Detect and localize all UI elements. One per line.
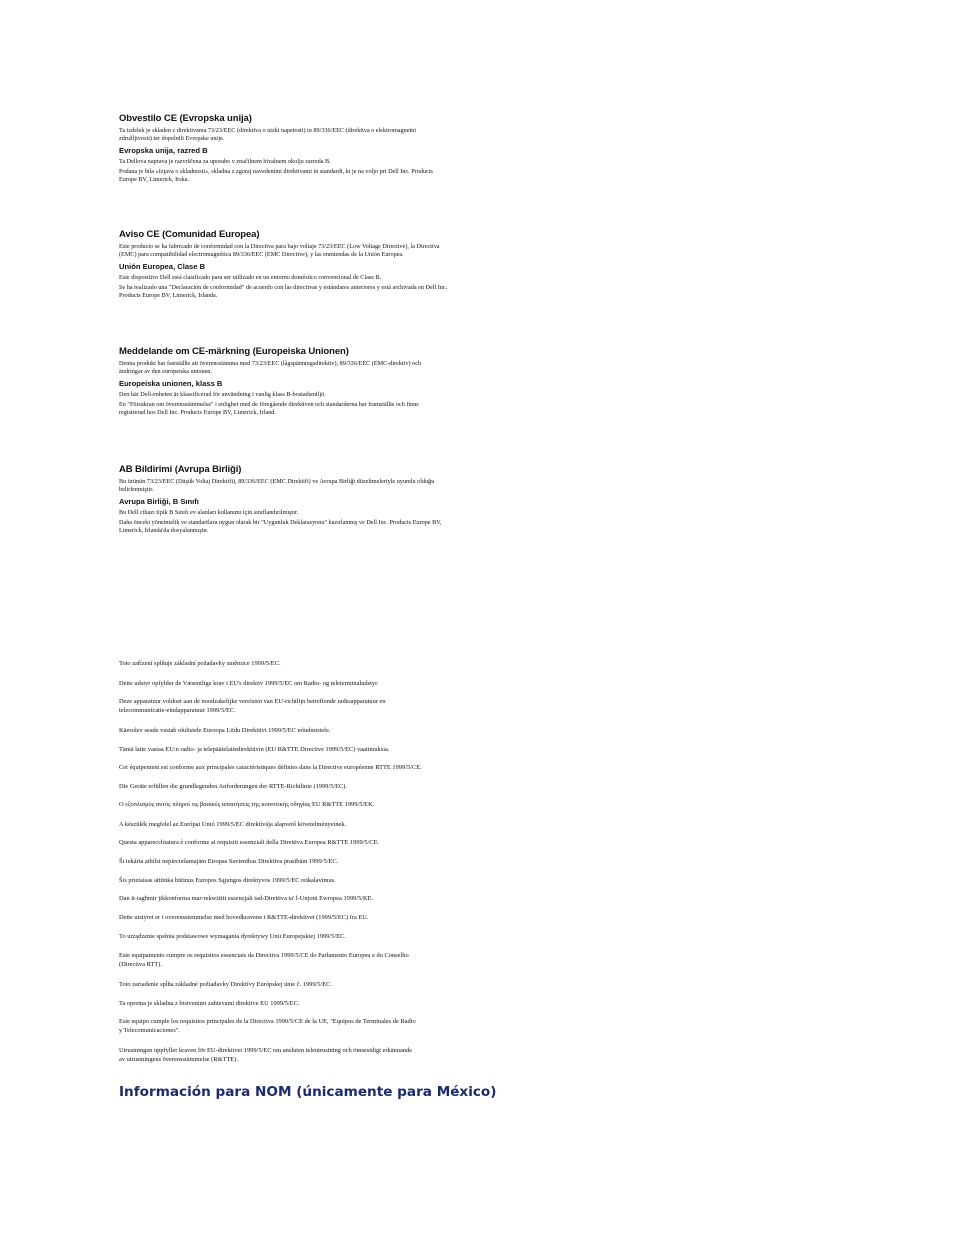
rtte-statement bbox=[119, 698, 519, 715]
rtte-statement bbox=[119, 981, 519, 990]
notice-title: Aviso CE (Comunidad Europea) bbox=[119, 229, 260, 240]
rtte-statement-line: Šis prietaisas atitinka būtinus Europos Sąjungos direktyvos 1999/5/EC reikalavimus. bbox=[119, 877, 336, 884]
rtte-statement-line: A készülék megfelel az Európai Unió 1999/5/EC direktívája alapvető követelményeinek. bbox=[119, 821, 347, 828]
rtte-statement-line: Toto zariadenie spĺňa základné požiadavky Direktívy Európskej únie č. 1999/5/EC. bbox=[119, 981, 333, 988]
notice-title: AB Bildirimi (Avrupa Birliği) bbox=[119, 464, 242, 475]
rtte-statement-line: av utrustningens överensstämmelse (R&TTE). bbox=[119, 1055, 238, 1063]
ce-notice-slovenian bbox=[119, 113, 539, 186]
notice-body-line: Podana je bila »Izjava o skladnosti«, skladna z zgoraj navedenimi direktivami in standardi, ki je na voljo pri Dell Inc. Products bbox=[119, 167, 433, 175]
ce-notice-turkish bbox=[119, 464, 539, 537]
rtte-statement bbox=[119, 1000, 519, 1009]
notice-intro-line: združljivosti) ter dopolnili Evropske unije. bbox=[119, 135, 225, 143]
rtte-statement-line: Dette udstyr opfylder de Væsentlige krav i EU's direktiv 1999/5/EC om Radio- og teleterminaludstyr. bbox=[119, 680, 379, 687]
notice-body-line: Products Europe BV, Limerick, Irlanda. bbox=[119, 292, 218, 300]
notice-body-line: Daha önceki yönetmelik ve standartlara uygun olarak bir "Uygunluk Deklarasyonu" hazırlanmış ve Dell Inc. Products Europe BV, bbox=[119, 518, 442, 526]
rtte-statement bbox=[119, 877, 519, 886]
rtte-statement-line: Die Geräte erfüllen die grundlegenden Anforderungen der RTTE-Richtlinie (1999/5/EC). bbox=[119, 783, 348, 790]
rtte-statement bbox=[119, 895, 519, 904]
rtte-statement-line: Tämä laite vastaa EU:n radio- ja telepäätelaitedirektiivin (EU R&TTE Directive 1999/5/EC) vaatimuksia. bbox=[119, 746, 390, 753]
rtte-statement bbox=[119, 914, 519, 923]
notice-body-line: En "Försäkran om överensstämmelse" i enlighet med de föregående direktiven och standarderna har framställts och finns bbox=[119, 400, 419, 408]
notice-intro-line: belirlenmiştir. bbox=[119, 486, 154, 494]
rtte-statement bbox=[119, 660, 519, 669]
rtte-statement bbox=[119, 801, 519, 810]
notice-intro-line: Ta izdelek je skladen z direktivama 73/23/EEC (direktiva o nizki napetosti) in 89/336/EEC (direktiva o elektromagnetni bbox=[119, 127, 416, 134]
notice-subtitle: Europeiska unionen, klass B bbox=[119, 378, 223, 388]
rtte-statement bbox=[119, 1018, 519, 1035]
rtte-statement bbox=[119, 1047, 519, 1064]
rtte-statement-line: Utrustningen uppfyller kraven för EU-direktivet 1999/5/EC om ansluten teleutrustning och ömsesidigt erkännande bbox=[119, 1047, 413, 1054]
notice-intro-line: ändringar av den europeiska unionen. bbox=[119, 368, 212, 376]
nom-section-heading: Información para NOM (únicamente para México) bbox=[119, 1084, 497, 1100]
rtte-statement bbox=[119, 952, 519, 969]
rtte-statement bbox=[119, 839, 519, 848]
notice-intro-line: Bu ürünün 73/23/EEC (Düşük Voltaj Direktifi), 89/336/EEC (EMC Direktifi) ve Avrupa Birliği düzeltmeleriyle uyumlu olduğu bbox=[119, 478, 435, 485]
rtte-statement-line: (Directiva RTT). bbox=[119, 960, 162, 968]
ce-notice-swedish bbox=[119, 346, 539, 419]
notice-subtitle: Evropska unija, razred B bbox=[119, 145, 208, 155]
notice-subtitle: Avrupa Birliği, B Sınıfı bbox=[119, 496, 199, 506]
rtte-statement bbox=[119, 764, 519, 773]
notice-body-line: Europe BV, Limerick, Irska. bbox=[119, 176, 189, 184]
rtte-statement bbox=[119, 933, 519, 942]
notice-body-line: Den här Dell-enheten är klassificerad för användning i vanlig klass B-bostadsmiljö. bbox=[119, 390, 326, 398]
rtte-statement bbox=[119, 858, 519, 867]
rtte-statement-line: Este equipamento cumpre os requisitos essenciais da Directiva 1999/5/CE do Parlamento Europeu e do Conselho bbox=[119, 952, 409, 959]
notice-title: Obvestilo CE (Evropska unija) bbox=[119, 113, 252, 124]
rtte-statement-line: y Telecomunicaciones". bbox=[119, 1026, 180, 1034]
rtte-statement-line: Deze apparatuur voldoet aan de noodzakelijke vereisten van EU-richtlijn betreffende radioapparatuur en bbox=[119, 698, 386, 705]
notice-body-line: registrerad hos Dell Inc. Products Europe BV, Limerick, Irland. bbox=[119, 409, 276, 417]
rtte-statement-line: Käesolev seade vastab olulistele Euroopa Liidu Direktiivi 1999/5/EC nõudmistele. bbox=[119, 727, 331, 734]
notice-intro-line: Denna produkt har fastställts att överensstämma med 73/23/EEC (lågspänningsdirektiv), 89/336/EEC (EMC-direktiv) och bbox=[119, 360, 422, 367]
rtte-statement-line: Toto zařízení splňuje základní požadavky směrnice 1999/5/EC. bbox=[119, 660, 281, 667]
rtte-statement-line: To urządzenie spełnia podstawowe wymagania dyrektywy Unii Europejskiej 1999/5/EC. bbox=[119, 933, 346, 940]
rtte-statement bbox=[119, 680, 519, 689]
rtte-statement bbox=[119, 821, 519, 830]
rtte-statement bbox=[119, 783, 519, 792]
notice-body-line: Bu Dell cihazı tipik B Sınıfı ev alanları kullanımı için sınıflandırılmıştır. bbox=[119, 508, 299, 516]
notice-body-line: Se ha realizado una "Declaración de conformidad" de acuerdo con las directivas y estándares anteriores y está archivada en Dell Inc. bbox=[119, 283, 448, 291]
rtte-statement bbox=[119, 727, 519, 736]
notice-intro-line: Este producto se ha fabricado de conformidad con la Directiva para bajo voltaje 73/23/EEC (Low Voltage Directive), la Directiva bbox=[119, 243, 440, 250]
rtte-statement-line: Dette utstyret er i overensstemmelse med hovedkravene i R&TTE-direktivet (1999/5/EC) fra EU. bbox=[119, 914, 369, 921]
notice-body-line: Ta Dellova naprava je razvrščena za uporabo v značilnem bivalnem okolju razreda B. bbox=[119, 157, 331, 165]
rtte-statement bbox=[119, 746, 519, 755]
ce-notice-spanish bbox=[119, 229, 539, 302]
notice-title: Meddelande om CE-märkning (Europeiska Unionen) bbox=[119, 346, 349, 357]
rtte-statement-line: telecommunicatie-eindapparatuur 1999/5/EC. bbox=[119, 706, 236, 714]
rtte-statement-line: Cet équipement est conforme aux principales caractéristiques définies dans la Directive européenne RTTE 1999/5/CE. bbox=[119, 764, 422, 771]
rtte-statement-line: Questa apparecchiatura è conforme ai requisiti essenziali della Direttiva Europea R&TTE 1999/5/CE. bbox=[119, 839, 380, 846]
notice-intro-line: (EMC) para compatibilidad electromagnética 89/336/EEC (EMC Directive), y las enmiendas de la Unión Europea. bbox=[119, 251, 404, 259]
rtte-statement-line: Dan it-tagħmir jikkonforma mar-rekwiżiti essenzjali tad-Direttiva ta' l-Unjoni Ewropea 1999/5/KE. bbox=[119, 895, 374, 902]
rtte-statement-line: Este equipo cumple los requisitos principales de la Directiva 1999/5/CE de la UE, "Equipos de Terminales de Radio bbox=[119, 1018, 416, 1025]
rtte-statement-line: Ο εξοπλισμός αυτός πληροί τις βασικές απαιτήσεις της κοινοτικής οδηγίας EU R&TTE 1999/5/ΕΚ. bbox=[119, 801, 375, 808]
rtte-statement-line: Ta oprema je skladna z bistvenimi zahtevami direktive EU 1999/5/EC. bbox=[119, 1000, 300, 1007]
notice-subtitle: Unión Europea, Clase B bbox=[119, 261, 206, 271]
rtte-statement-line: Šī iekārta atbilst nepieciešamajām Eiropas Savienības Direktīva prasībām 1999/5/EC. bbox=[119, 858, 339, 865]
notice-body-line: Este dispositivo Dell está clasificado para ser utilizado en un entorno doméstico convencional de Clase B. bbox=[119, 273, 382, 281]
notice-body-line: Limerick, İrlanda'da dosyalanmıştır. bbox=[119, 527, 209, 535]
